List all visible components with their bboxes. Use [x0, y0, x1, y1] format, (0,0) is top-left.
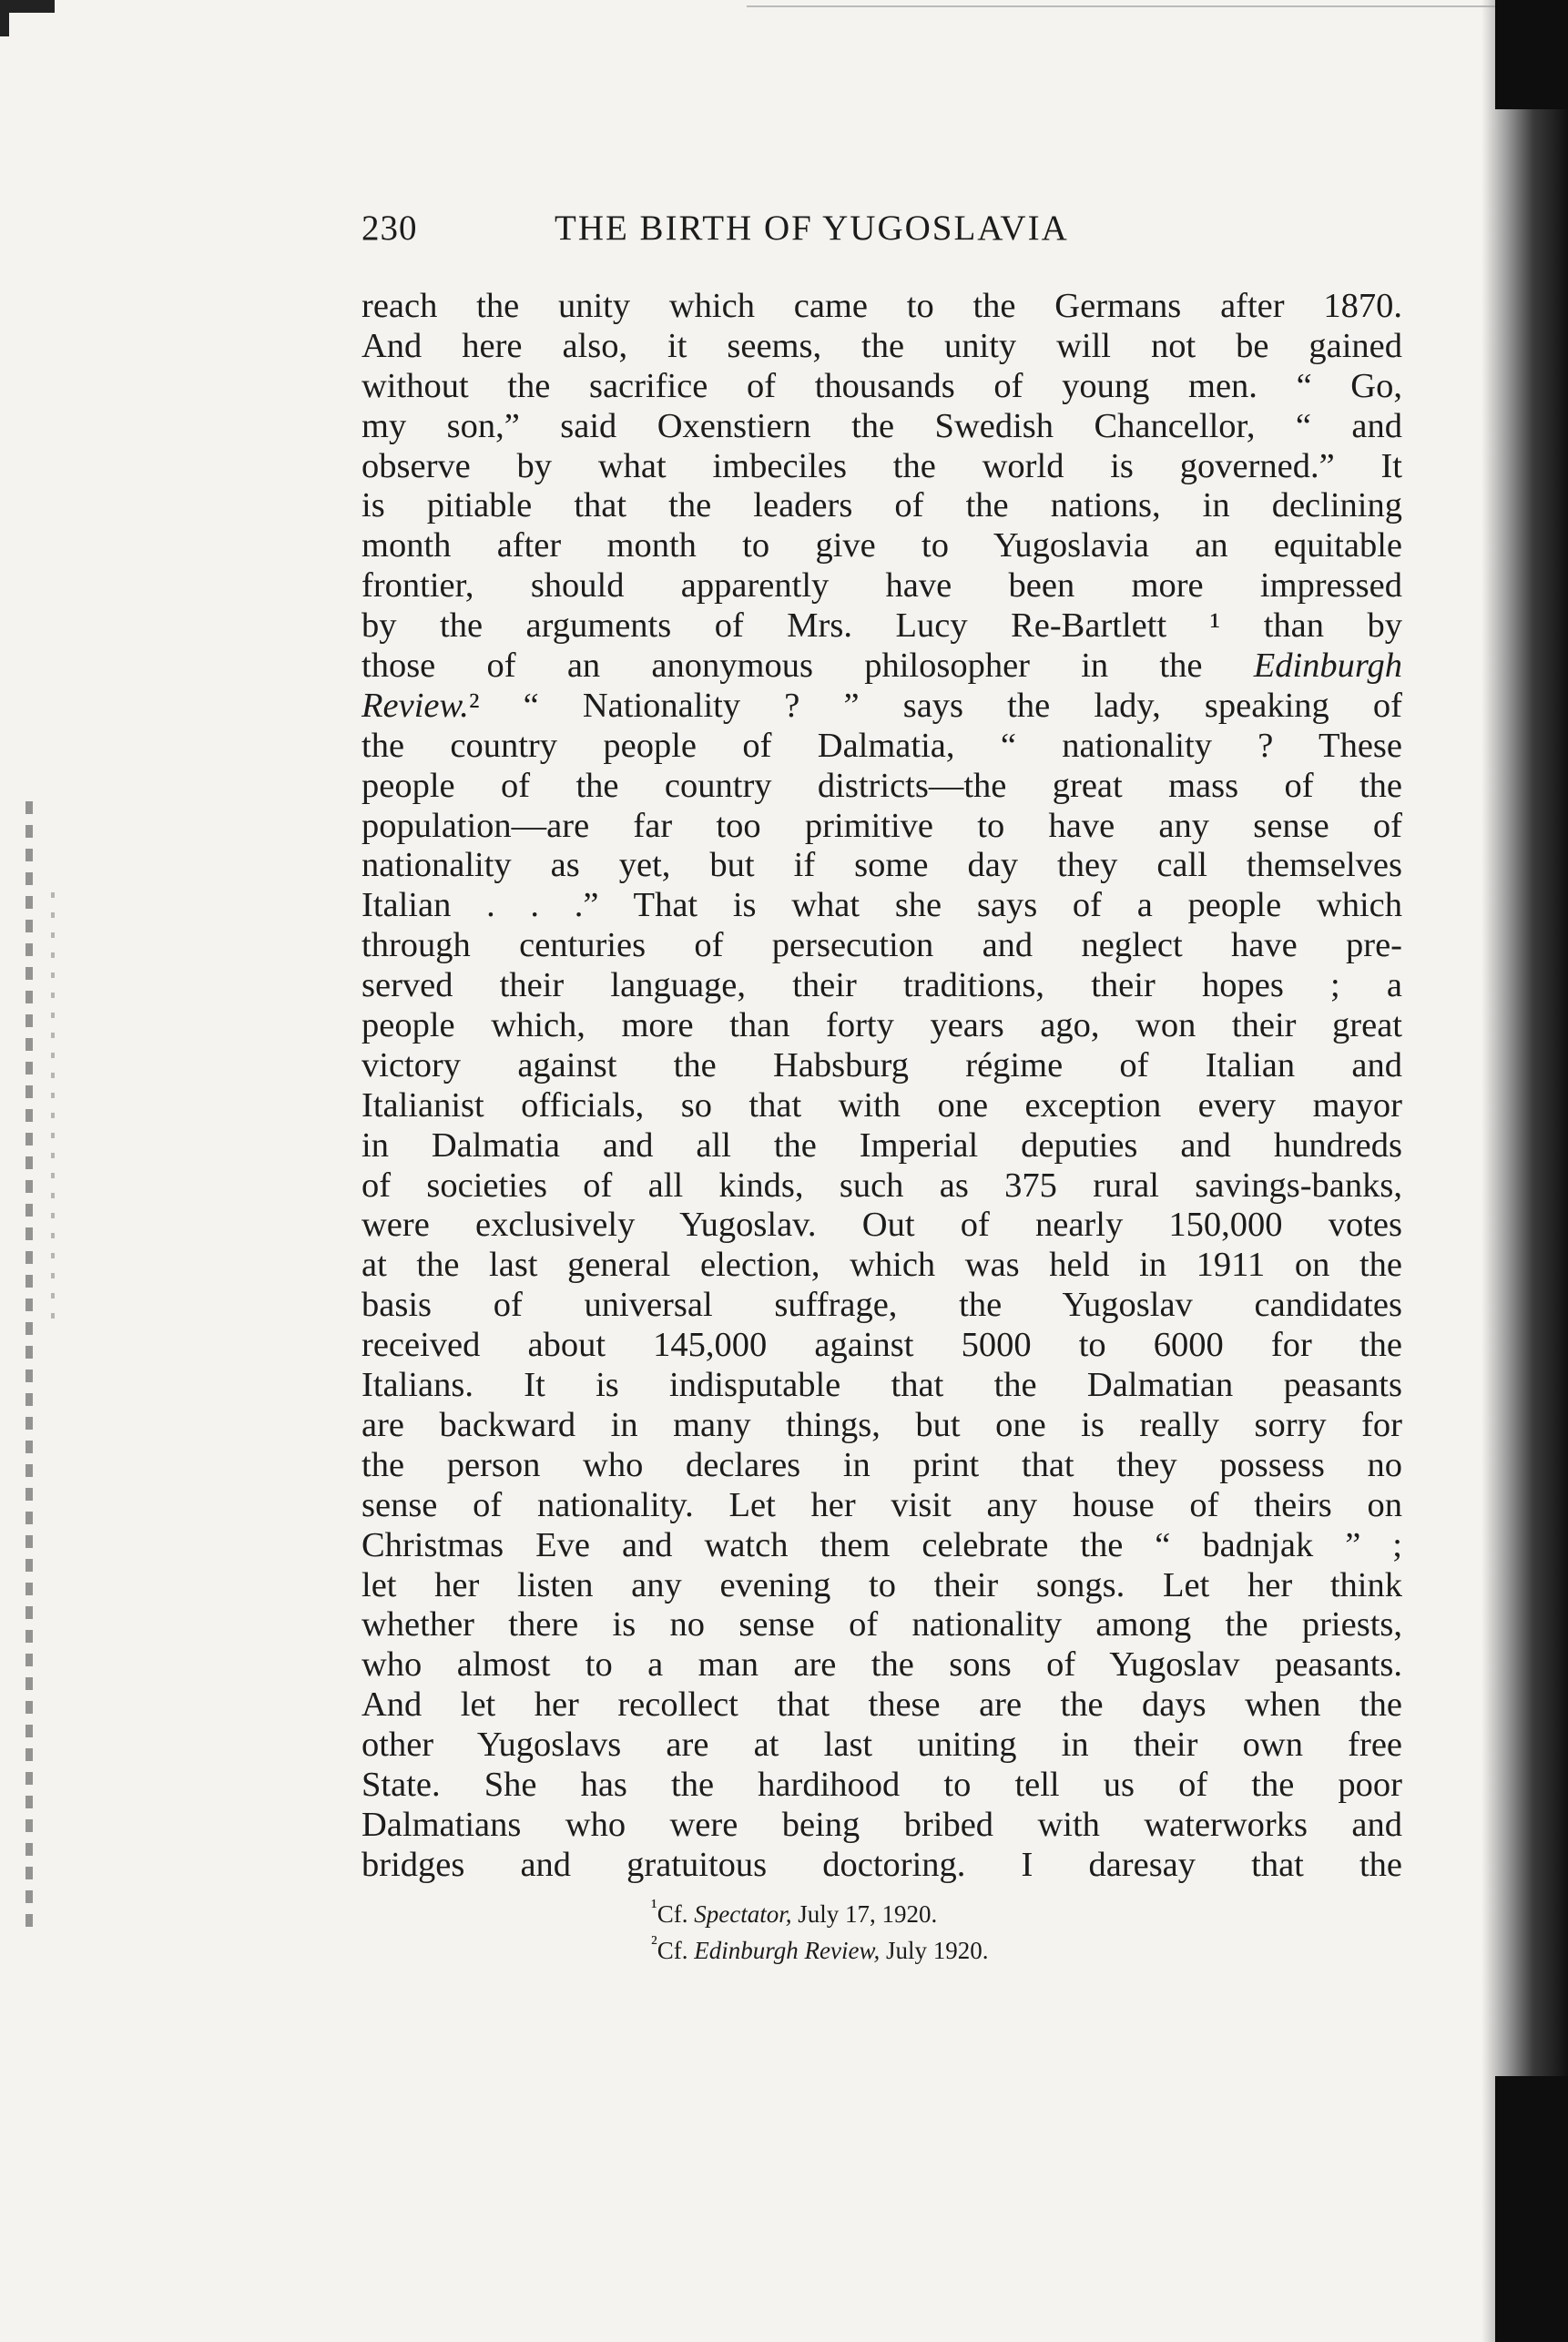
- binding-shadow-left: [25, 801, 33, 1930]
- text-line: Review.² “ Nationality ? ” says the lady, speaking of: [361, 686, 1402, 725]
- text-line: who almost to a man are the sons of Yugoslav peasants.: [361, 1645, 1402, 1685]
- text-line: the country people of Dalmatia, “ nationality ? These: [361, 726, 1402, 765]
- scan-top-edge: [747, 5, 1539, 7]
- text-line: in Dalmatia and all the Imperial deputies and hundreds: [361, 1125, 1402, 1165]
- text-line: Italians. It is indisputable that the Dalmatian peasants: [361, 1366, 1402, 1405]
- text-line: whether there is no sense of nationality among the priests,: [361, 1605, 1402, 1644]
- text-line: Italianist officials, so that with one exception every mayor: [361, 1085, 1402, 1125]
- text-line: month after month to give to Yugoslavia an equitable: [361, 526, 1402, 565]
- text-line: served their language, their traditions, their hopes ; a: [361, 966, 1402, 1005]
- page-number: 230: [361, 209, 418, 248]
- text-line: were exclusively Yugoslav. Out of nearly 150,000 votes: [361, 1206, 1402, 1245]
- text-line: victory against the Habsburg régime of Italian and: [361, 1045, 1402, 1084]
- text-line: other Yugoslavs are at last uniting in their own free: [361, 1726, 1402, 1765]
- footnote-marker: ²: [651, 1931, 657, 1954]
- text-line: State. She has the hardihood to tell us of the poor: [361, 1765, 1402, 1804]
- text-line: are backward in many things, but one is really sorry for: [361, 1405, 1402, 1444]
- text-line: Dalmatians who were being bribed with waterworks and: [361, 1805, 1402, 1844]
- text-line: nationality as yet, but if some day they call themselves: [361, 846, 1402, 885]
- text-line: observe by what imbeciles the world is governed.” It: [361, 446, 1402, 485]
- footnote-date: July 1920.: [880, 1937, 989, 1964]
- text-line: Christmas Eve and watch them celebrate the “ badnjak ” ;: [361, 1525, 1402, 1564]
- text-line: at the last general election, which was held in 1911 on the: [361, 1246, 1402, 1285]
- text-line: those of an anonymous philosopher in the Edinburgh: [361, 647, 1402, 686]
- text-line: sense of nationality. Let her visit any house of theirs on: [361, 1485, 1402, 1524]
- footnote-prefix: Cf.: [657, 1937, 695, 1964]
- text-line: Italian . . .” That is what she says of a people which: [361, 886, 1402, 925]
- text-line: by the arguments of Mrs. Lucy Re-Bartlett ¹ than by: [361, 606, 1402, 646]
- page-edge-dark-top: [1495, 0, 1568, 109]
- scan-corner-mark-vertical: [0, 0, 9, 36]
- text-line: And here also, it seems, the unity will not be gained: [361, 326, 1402, 365]
- text-line: my son,” said Oxenstiern the Swedish Chancellor, “ and: [361, 406, 1402, 445]
- text-line: people of the country districts—the great mass of the: [361, 766, 1402, 805]
- footnotes: [651, 1892, 1288, 1965]
- footnote-source: Edinburgh Review,: [694, 1937, 881, 1964]
- running-title: THE BIRTH OF YUGOSLAVIA: [555, 209, 1069, 248]
- text-line: people which, more than forty years ago, won their great: [361, 1006, 1402, 1045]
- page-header: [361, 208, 1409, 248]
- text-line: population—are far too primitive to have any sense of: [361, 806, 1402, 845]
- text-line: basis of universal suffrage, the Yugoslav candidates: [361, 1286, 1402, 1325]
- text-line: without the sacrifice of thousands of young men. “ Go,: [361, 366, 1402, 405]
- text-line: through centuries of persecution and neglect have pre-: [361, 926, 1402, 965]
- text-line: is pitiable that the leaders of the nations, in declining: [361, 486, 1402, 525]
- page-edge-dark-bottom: [1495, 2076, 1568, 2342]
- footnote-source: Spectator,: [694, 1900, 792, 1928]
- text-line: the person who declares in print that they possess no: [361, 1445, 1402, 1484]
- text-line: received about 145,000 against 5000 to 6000 for the: [361, 1326, 1402, 1365]
- footnote-2: [651, 1929, 1288, 1965]
- text-line: frontier, should apparently have been more impressed: [361, 566, 1402, 606]
- text-line: of societies of all kinds, such as 375 rural savings-banks,: [361, 1166, 1402, 1205]
- text-line: reach the unity which came to the Germans after 1870.: [361, 287, 1402, 325]
- text-line: let her listen any evening to their songs. Let her think: [361, 1565, 1402, 1604]
- footnote-prefix: Cf.: [657, 1900, 695, 1928]
- text-line: And let her recollect that these are the days when the: [361, 1685, 1402, 1725]
- binding-shadow-left-inner: [51, 892, 55, 1329]
- footnote-date: July 17, 1920.: [791, 1900, 938, 1928]
- footnote-marker: ¹: [651, 1895, 657, 1918]
- body-text: [361, 287, 1402, 1886]
- footnote-1: [651, 1892, 1288, 1929]
- text-line: bridges and gratuitous doctoring. I daresay that the: [361, 1845, 1402, 1884]
- page-edge-shadow-right: [1481, 0, 1568, 2342]
